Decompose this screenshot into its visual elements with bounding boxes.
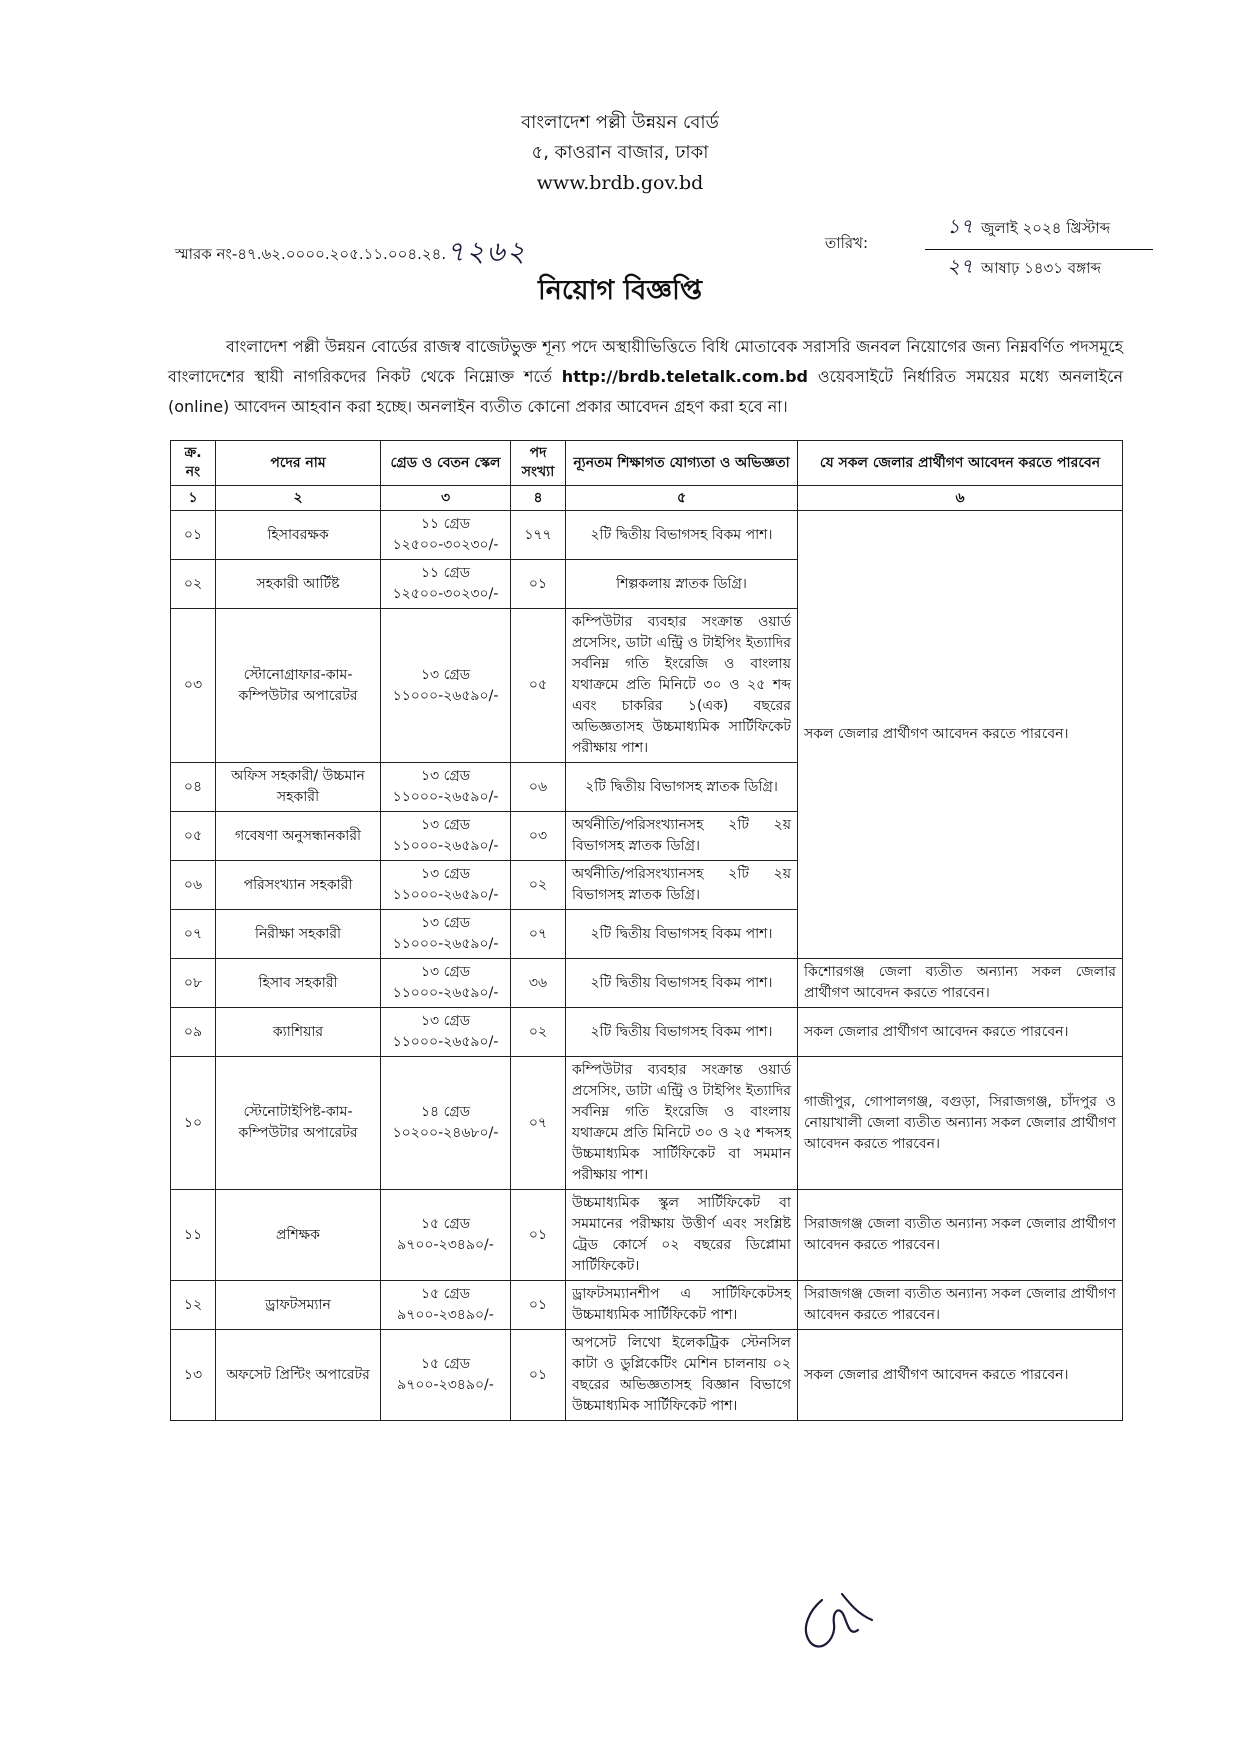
row-post: সহকারী আর্টিষ্ট <box>216 560 381 609</box>
column-number-row <box>171 486 1123 511</box>
table-row <box>171 1190 1123 1281</box>
application-link[interactable]: http://brdb.teletalk.com.bd <box>561 367 808 386</box>
row-serial: ০৬ <box>171 861 216 910</box>
memo-handwritten-number: ৭২৬২ <box>446 235 527 268</box>
row-qualification: অর্থনীতি/পরিসংখ্যানসহ ২টি ২য় বিভাগসহ স্নাতক ডিগ্রি। <box>566 861 798 910</box>
col-number: ৬ <box>798 486 1123 511</box>
row-post: অফসেট প্রিন্টিং অপারেটর <box>216 1330 381 1421</box>
row-grade: ১৩ গ্রেড ১১০০০-২৬৫৯০/- <box>381 812 511 861</box>
row-serial: ০৮ <box>171 959 216 1008</box>
row-count: ০৬ <box>511 763 566 812</box>
row-post: হিসাবরক্ষক <box>216 511 381 560</box>
org-address: ৫, কাওরান বাজার, ঢাকা <box>531 142 709 163</box>
row-grade: ১৫ গ্রেড ৯৭০০-২৩৪৯০/- <box>381 1281 511 1330</box>
row-district-merged: সকল জেলার প্রার্থীগণ আবেদন করতে পারবেন। <box>798 511 1123 959</box>
row-district: সিরাজগঞ্জ জেলা ব্যতীত অন্যান্য সকল জেলার প্রার্থীগণ আবেদন করতে পারবেন। <box>798 1281 1123 1330</box>
table-row <box>171 1057 1123 1190</box>
row-count: ০২ <box>511 1008 566 1057</box>
signature-icon <box>792 1580 882 1660</box>
row-grade: ১৫ গ্রেড ৯৭০০-২৩৪৯০/- <box>381 1330 511 1421</box>
row-grade: ১৪ গ্রেড ১০২০০-২৪৬৮০/- <box>381 1057 511 1190</box>
row-qualification: কম্পিউটার ব্যবহার সংক্রান্ত ওয়ার্ড প্রসেসিং, ডাটা এন্ট্রি ও টাইপিং ইত্যাদির সর্বনিম্ন গতি ইংরেজি ও বাংলায় যথাক্রমে প্রতি মিনিটে ৩০ ও ২৫ শব্দসহ উচ্চমাধ্যমিক সার্টিফিকেট বা সমমান পরীক্ষায় পাশ। <box>566 1057 798 1190</box>
row-post: হিসাব সহকারী <box>216 959 381 1008</box>
col-number: ১ <box>171 486 216 511</box>
row-serial: ০৫ <box>171 812 216 861</box>
intro-part2: ওয়েবসাইটে নির্ধারিত সময়ের মধ্যে অনলাইনে (online) আবেদন আহবান করা হচ্ছে। অনলাইন ব্যতীত কোনো প্রকার আবেদন গ্রহণ করা হবে না। <box>168 367 1123 416</box>
row-post: গবেষণা অনুসন্ধানকারী <box>216 812 381 861</box>
header-post: পদের নাম <box>216 441 381 486</box>
col-number: ৩ <box>381 486 511 511</box>
row-serial: ০৩ <box>171 609 216 763</box>
vacancy-table <box>170 440 1123 1421</box>
row-count: ০২ <box>511 861 566 910</box>
row-count: ০১ <box>511 1190 566 1281</box>
row-qualification: ২টি দ্বিতীয় বিভাগসহ বিকম পাশ। <box>566 1008 798 1057</box>
date-gregorian-text: জুলাই ২০২৪ খ্রিস্টাব্দ <box>980 219 1111 237</box>
date-gregorian <box>925 210 1153 250</box>
row-serial: ০১ <box>171 511 216 560</box>
table-row <box>171 1008 1123 1057</box>
row-district: গাজীপুর, গোপালগঞ্জ, বগুড়া, সিরাজগঞ্জ, চাঁদপুর ও নোয়াখালী জেলা ব্যতীত অন্যান্য সকল জেলার প্রার্থীগণ আবেদন করতে পারবেন। <box>798 1057 1123 1190</box>
row-grade: ১৩ গ্রেড ১১০০০-২৬৫৯০/- <box>381 861 511 910</box>
row-grade: ১৩ গ্রেড ১১০০০-২৬৫৯০/- <box>381 959 511 1008</box>
row-district: কিশোরগঞ্জ জেলা ব্যতীত অন্যান্য সকল জেলার প্রার্থীগণ আবেদন করতে পারবেন। <box>798 959 1123 1008</box>
row-count: ০৫ <box>511 609 566 763</box>
header-count: পদ সংখ্যা <box>511 441 566 486</box>
page-title: নিয়োগ বিজ্ঞপ্তি <box>537 275 703 306</box>
row-serial: ০২ <box>171 560 216 609</box>
row-qualification: ২টি দ্বিতীয় বিভাগসহ স্নাতক ডিগ্রি। <box>566 763 798 812</box>
date-gregorian-day: ১৭ <box>947 214 973 238</box>
row-grade: ১৩ গ্রেড ১১০০০-২৬৫৯০/- <box>381 910 511 959</box>
row-qualification: অর্থনীতি/পরিসংখ্যানসহ ২টি ২য় বিভাগসহ স্নাতক ডিগ্রি। <box>566 812 798 861</box>
row-grade: ১১ গ্রেড ১২৫০০-৩০২৩০/- <box>381 511 511 560</box>
header-district: যে সকল জেলার প্রার্থীগণ আবেদন করতে পারবেন <box>798 441 1123 486</box>
row-qualification: শিল্পকলায় স্নাতক ডিগ্রি। <box>566 560 798 609</box>
row-serial: ০৭ <box>171 910 216 959</box>
header-grade: গ্রেড ও বেতন স্কেল <box>381 441 511 486</box>
row-grade: ১৩ গ্রেড ১১০০০-২৬৫৯০/- <box>381 763 511 812</box>
row-grade: ১৫ গ্রেড ৯৭০০-২৩৪৯০/- <box>381 1190 511 1281</box>
letterhead <box>0 108 1240 198</box>
row-count: ৩৬ <box>511 959 566 1008</box>
table-header-row <box>171 441 1123 486</box>
table-row <box>171 1281 1123 1330</box>
row-qualification: অপসেট লিথো ইলেকট্রিক স্টেনসিল কাটা ও ডুপ্লিকেটিং মেশিন চালনায় ০২ বছরের অভিজ্ঞতাসহ বিজ্ঞান বিভাগে উচ্চমাধ্যমিক সার্টিফিকেট পাশ। <box>566 1330 798 1421</box>
memo-number <box>175 228 527 275</box>
row-district: সকল জেলার প্রার্থীগণ আবেদন করতে পারবেন। <box>798 1330 1123 1421</box>
row-serial: ১১ <box>171 1190 216 1281</box>
row-serial: ১২ <box>171 1281 216 1330</box>
row-count: ০১ <box>511 1330 566 1421</box>
row-post: ক্যাশিয়ার <box>216 1008 381 1057</box>
row-count: ০৩ <box>511 812 566 861</box>
date-label: তারিখ: <box>825 234 869 252</box>
org-website[interactable]: www.brdb.gov.bd <box>536 172 704 194</box>
row-post: প্রশিক্ষক <box>216 1190 381 1281</box>
date-bangla-day: ২৭ <box>947 254 974 278</box>
row-count: ০৭ <box>511 910 566 959</box>
col-number: ২ <box>216 486 381 511</box>
table-row <box>171 511 1123 560</box>
row-qualification: ২টি দ্বিতীয় বিভাগসহ বিকম পাশ। <box>566 910 798 959</box>
org-name: বাংলাদেশ পল্লী উন্নয়ন বোর্ড <box>521 112 719 133</box>
row-post: স্টোনোগ্রাফার-কাম-কম্পিউটার অপারেটর <box>216 609 381 763</box>
header-qualification: ন্যূনতম শিক্ষাগত যোগ্যতা ও অভিজ্ঞতা <box>566 441 798 486</box>
row-post: স্টেনোটাইপিষ্ট-কাম-কম্পিউটার অপারেটর <box>216 1057 381 1190</box>
row-post: অফিস সহকারী/ উচ্চমান সহকারী <box>216 763 381 812</box>
row-serial: ০৪ <box>171 763 216 812</box>
row-post: ড্রাফটসম্যান <box>216 1281 381 1330</box>
col-number: ৫ <box>566 486 798 511</box>
intro-part1: বাংলাদেশ পল্লী উন্নয়ন বোর্ডের রাজস্ব বাজেটভুক্ত শূন্য পদে অস্থায়ীভিত্তিতে বিধি মোতাবেক সরাসরি জনবল নিয়োগের জন্য নিম্নবর্ণিত পদসমূহে বাংলাদেশের স্থায়ী নাগরিকদের নিকট থেকে নিম্নোক্ত শর্তে <box>168 337 1123 386</box>
row-serial: ১০ <box>171 1057 216 1190</box>
row-qualification: কম্পিউটার ব্যবহার সংক্রান্ত ওয়ার্ড প্রসেসিং, ডাটা এন্ট্রি ও টাইপিং ইত্যাদির সর্বনিম্ন গতি ইংরেজি ও বাংলায় যথাক্রমে প্রতি মিনিটে ৩০ ও ২৫ শব্দ এবং চাকরির ১(এক) বছরের অভিজ্ঞতাসহ উচ্চমাধ্যমিক সার্টিফিকেট পরীক্ষায় পাশ। <box>566 609 798 763</box>
row-post: নিরীক্ষা সহকারী <box>216 910 381 959</box>
row-grade: ১৩ গ্রেড ১১০০০-২৬৫৯০/- <box>381 1008 511 1057</box>
memo-prefix: স্মারক নং-৪৭.৬২.০০০০.২০৫.১১.০০৪.২৪. <box>175 245 447 263</box>
header-serial: ক্র. নং <box>171 441 216 486</box>
row-grade: ১৩ গ্রেড ১১০০০-২৬৫৯০/- <box>381 609 511 763</box>
row-grade: ১১ গ্রেড ১২৫০০-৩০২৩০/- <box>381 560 511 609</box>
intro-paragraph <box>168 332 1123 422</box>
row-serial: ১৩ <box>171 1330 216 1421</box>
row-count: ০৭ <box>511 1057 566 1190</box>
row-post: পরিসংখ্যান সহকারী <box>216 861 381 910</box>
row-count: ০১ <box>511 1281 566 1330</box>
row-qualification: ড্রাফটসম্যানশীপ এ সার্টিফিকেটসহ উচ্চমাধ্যমিক সার্টিফিকেট পাশ। <box>566 1281 798 1330</box>
row-qualification: ২টি দ্বিতীয় বিভাগসহ বিকম পাশ। <box>566 511 798 560</box>
row-district: সকল জেলার প্রার্থীগণ আবেদন করতে পারবেন। <box>798 1008 1123 1057</box>
table-row <box>171 1330 1123 1421</box>
row-serial: ০৯ <box>171 1008 216 1057</box>
table-row <box>171 959 1123 1008</box>
row-qualification: উচ্চমাধ্যমিক স্কুল সার্টিফিকেট বা সমমানের পরীক্ষায় উত্তীর্ণ এবং সংশ্লিষ্ট ট্রেড কোর্সে ০২ বছরের ডিপ্লোমা সার্টিফিকেট। <box>566 1190 798 1281</box>
row-count: ০১ <box>511 560 566 609</box>
row-count: ১৭৭ <box>511 511 566 560</box>
col-number: ৪ <box>511 486 566 511</box>
row-qualification: ২টি দ্বিতীয় বিভাগসহ বিকম পাশ। <box>566 959 798 1008</box>
row-district: সিরাজগঞ্জ জেলা ব্যতীত অন্যান্য সকল জেলার প্রার্থীগণ আবেদন করতে পারবেন। <box>798 1190 1123 1281</box>
date-bangla-text: আষাঢ় ১৪৩১ বঙ্গাব্দ <box>981 259 1101 277</box>
